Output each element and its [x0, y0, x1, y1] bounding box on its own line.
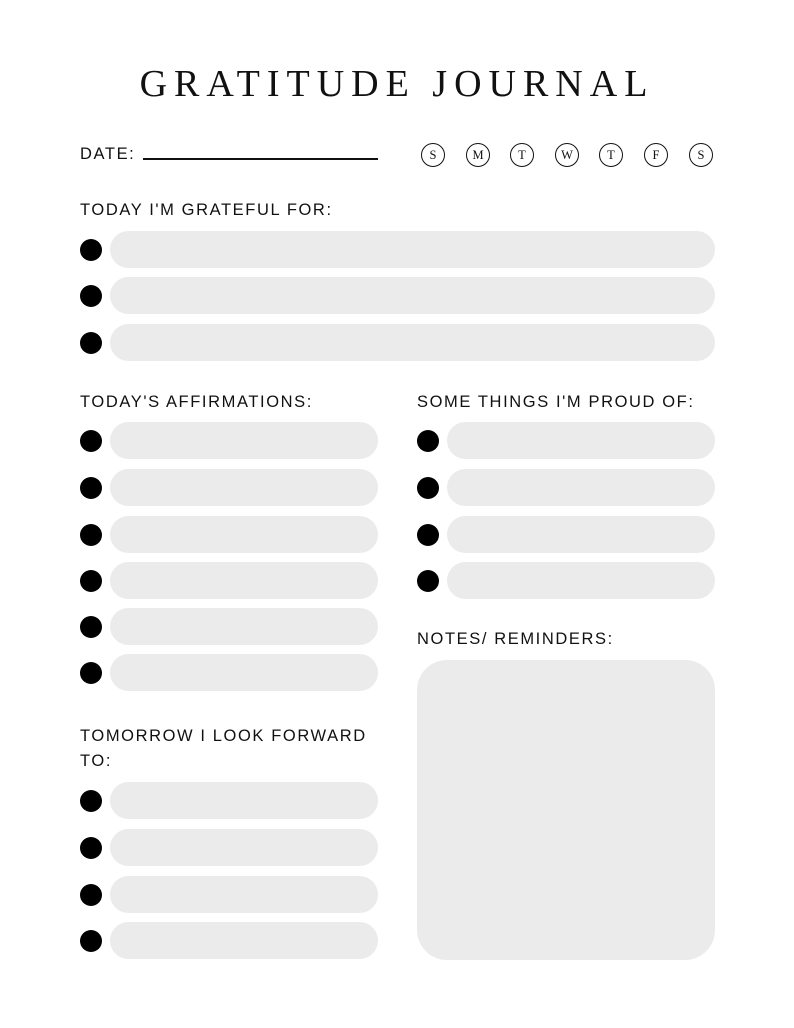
- bullet-icon: [80, 837, 102, 859]
- tomorrow-line: [80, 782, 378, 819]
- proud-input[interactable]: [447, 562, 715, 599]
- grateful-heading: TODAY I'M GRATEFUL FOR:: [80, 201, 333, 219]
- day-circle-friday[interactable]: F: [644, 143, 668, 167]
- affirmation-line: [80, 469, 378, 506]
- affirmation-line: [80, 608, 378, 645]
- tomorrow-line: [80, 829, 378, 866]
- date-input-line[interactable]: [143, 158, 378, 160]
- affirmation-line: [80, 654, 378, 691]
- tomorrow-line: [80, 876, 378, 913]
- affirmation-line: [80, 562, 378, 599]
- bullet-icon: [80, 285, 102, 307]
- affirmations-heading: TODAY'S AFFIRMATIONS:: [80, 393, 313, 411]
- grateful-input[interactable]: [110, 324, 715, 361]
- bullet-icon: [417, 570, 439, 592]
- affirmation-line: [80, 516, 378, 553]
- proud-input[interactable]: [447, 469, 715, 506]
- proud-line: [417, 469, 715, 506]
- affirmation-input[interactable]: [110, 469, 378, 506]
- tomorrow-line: [80, 922, 378, 959]
- tomorrow-input[interactable]: [110, 782, 378, 819]
- bullet-icon: [80, 239, 102, 261]
- affirmation-input[interactable]: [110, 654, 378, 691]
- notes-heading: NOTES/ REMINDERS:: [417, 630, 614, 648]
- day-circle-saturday[interactable]: S: [689, 143, 713, 167]
- affirmation-input[interactable]: [110, 608, 378, 645]
- proud-line: [417, 422, 715, 459]
- day-circle-tuesday[interactable]: T: [510, 143, 534, 167]
- proud-line: [417, 562, 715, 599]
- grateful-line: [80, 277, 715, 314]
- bullet-icon: [417, 477, 439, 499]
- bullet-icon: [80, 790, 102, 812]
- affirmation-input[interactable]: [110, 516, 378, 553]
- proud-input[interactable]: [447, 516, 715, 553]
- bullet-icon: [80, 662, 102, 684]
- bullet-icon: [80, 570, 102, 592]
- tomorrow-heading-line1: TOMORROW I LOOK FORWARD: [80, 727, 367, 745]
- bullet-icon: [80, 332, 102, 354]
- day-circle-thursday[interactable]: T: [599, 143, 623, 167]
- grateful-input[interactable]: [110, 231, 715, 268]
- grateful-line: [80, 231, 715, 268]
- journal-title: GRATITUDE JOURNAL: [139, 63, 655, 105]
- day-circle-monday[interactable]: M: [466, 143, 490, 167]
- proud-input[interactable]: [447, 422, 715, 459]
- proud-line: [417, 516, 715, 553]
- affirmation-input[interactable]: [110, 562, 378, 599]
- tomorrow-input[interactable]: [110, 829, 378, 866]
- bullet-icon: [80, 430, 102, 452]
- grateful-line: [80, 324, 715, 361]
- bullet-icon: [80, 524, 102, 546]
- day-circle-wednesday[interactable]: W: [555, 143, 579, 167]
- grateful-input[interactable]: [110, 277, 715, 314]
- proud-heading: SOME THINGS I'M PROUD OF:: [417, 393, 695, 411]
- day-circle-sunday[interactable]: S: [421, 143, 445, 167]
- bullet-icon: [80, 930, 102, 952]
- affirmation-line: [80, 422, 378, 459]
- tomorrow-input[interactable]: [110, 876, 378, 913]
- affirmation-input[interactable]: [110, 422, 378, 459]
- bullet-icon: [417, 524, 439, 546]
- bullet-icon: [80, 884, 102, 906]
- bullet-icon: [80, 477, 102, 499]
- tomorrow-heading-line2: TO:: [80, 752, 112, 770]
- date-label: DATE:: [80, 145, 136, 163]
- tomorrow-input[interactable]: [110, 922, 378, 959]
- bullet-icon: [417, 430, 439, 452]
- bullet-icon: [80, 616, 102, 638]
- notes-box[interactable]: [417, 660, 715, 960]
